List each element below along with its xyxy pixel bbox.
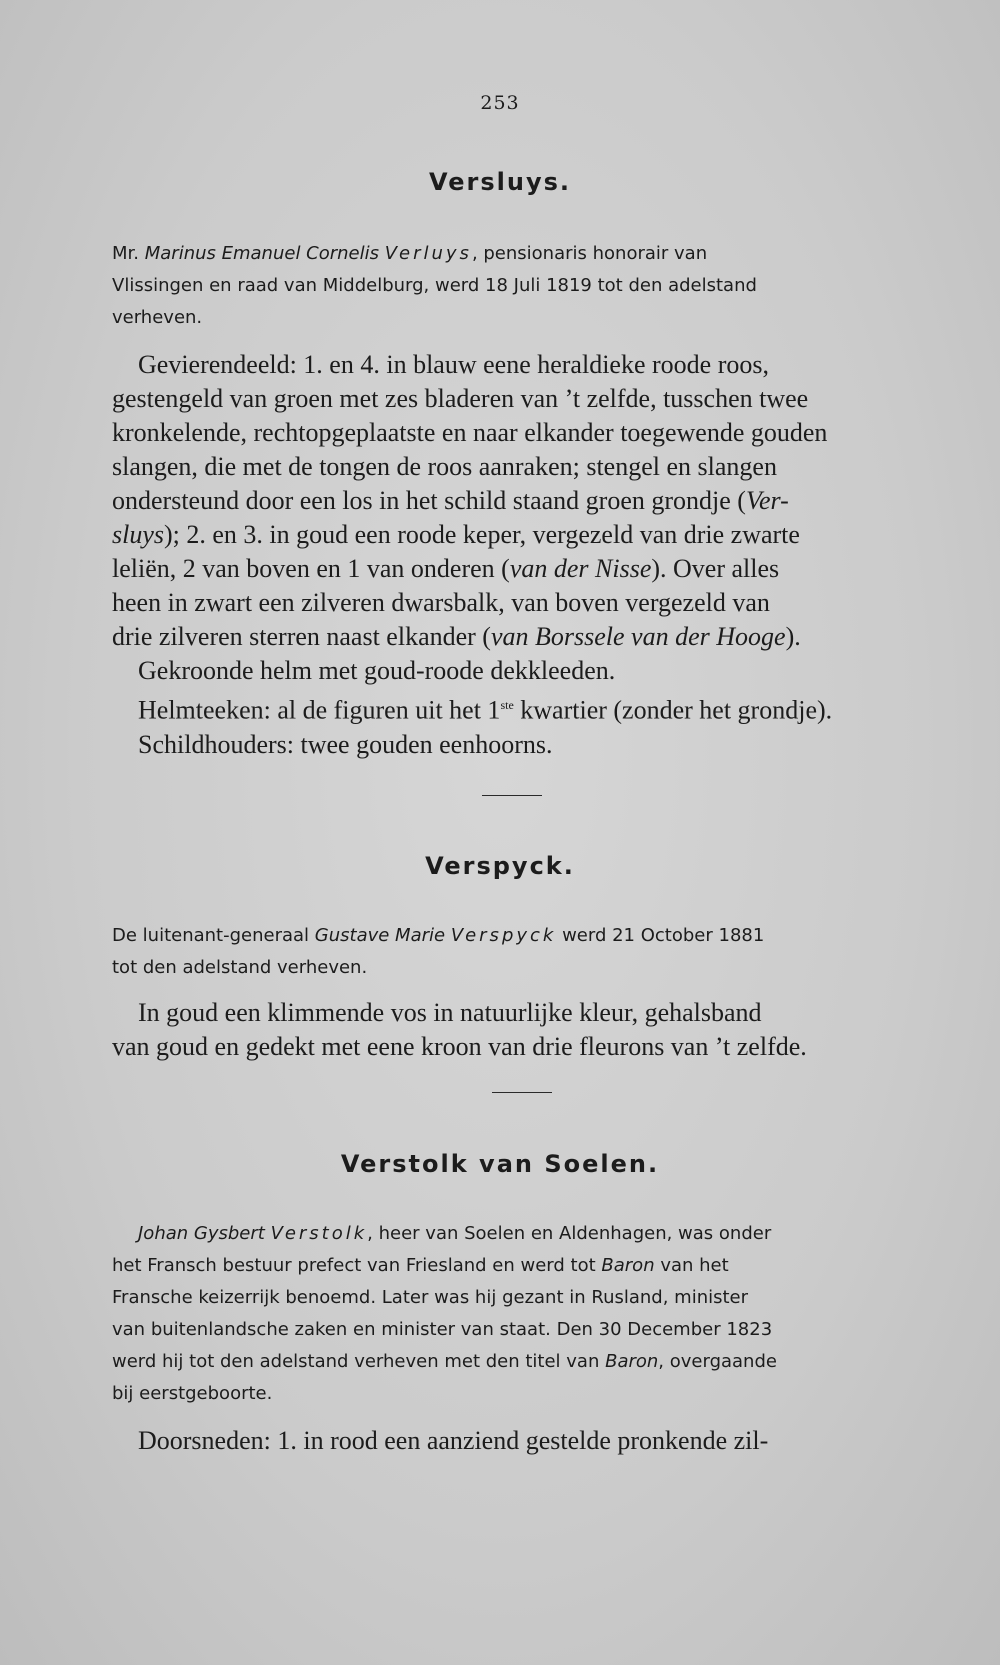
intro-prefix: Mr. <box>112 243 139 264</box>
crest-superscript: ste <box>500 698 514 712</box>
crest-text: Helmteeken: al de figuren uit het 1 <box>138 695 501 725</box>
intro-rest: , pensionaris honorair van <box>471 243 708 264</box>
person-name: Gustave Marie <box>314 925 446 946</box>
intro-line: Fransche keizerrijk benoemd. Later was hij gezant in Rusland, minister <box>112 1287 749 1308</box>
arms-line <box>112 518 892 552</box>
verstolk-arms <box>112 1424 892 1458</box>
crest-line <box>112 688 892 728</box>
intro-line <box>112 920 892 952</box>
versluys-arms <box>112 348 892 762</box>
crest-text: kwartier (zonder het grondje). <box>513 695 833 725</box>
intro-italic: Baron <box>605 1351 659 1372</box>
arms-line: gestengeld van groen met zes bladeren van ’t zelfde, tusschen twee <box>112 384 809 413</box>
intro-prefix: De luitenant-generaal <box>112 925 310 946</box>
arms-italic: sluys <box>112 520 164 549</box>
arms-line <box>112 484 892 518</box>
arms-text: ); 2. en 3. in goud een roode keper, vergezeld van drie zwarte <box>164 520 800 549</box>
arms-italic: Ver- <box>745 486 789 515</box>
intro-line: van buitenlandsche zaken en minister van staat. Den 30 December 1823 <box>112 1319 773 1340</box>
intro-line: tot den adelstand verheven. <box>112 957 368 978</box>
arms-text: ). Over alles <box>651 554 780 583</box>
section-divider <box>492 1092 552 1093</box>
verspyck-intro <box>112 920 892 984</box>
intro-rest: werd 21 October 1881 <box>562 925 765 946</box>
arms-line: kronkelende, rechtopgeplaatste en naar elkander toegewende gouden <box>112 418 828 447</box>
intro-text: , overgaande <box>658 1351 777 1372</box>
arms-text: leliën, 2 van boven en 1 van onderen ( <box>112 554 510 583</box>
arms-line: Gevierendeeld: 1. en 4. in blauw eene heraldieke roode roos, <box>138 350 769 379</box>
intro-line: verheven. <box>112 307 203 328</box>
person-surname: Verluys <box>384 243 472 264</box>
person-surname: Verstolk <box>270 1223 368 1244</box>
intro-line: bij eerstgeboorte. <box>112 1383 273 1404</box>
arms-line: In goud een klimmende vos in natuurlijke kleur, gehalsband <box>138 998 762 1027</box>
arms-line: van goud en gedekt met eene kroon van drie fleurons van ’t zelfde. <box>112 1032 807 1061</box>
intro-line <box>112 238 892 270</box>
intro-line: Vlissingen en raad van Middelburg, werd 18 Juli 1819 tot den adelstand <box>112 275 757 296</box>
page-number: 253 <box>480 92 520 114</box>
helm-line: Gekroonde helm met goud-roode dekkleeden. <box>138 656 616 685</box>
person-name: Marinus Emanuel Cornelis <box>144 243 380 264</box>
arms-italic: van der Nisse <box>509 554 652 583</box>
arms-line <box>112 552 892 586</box>
arms-line <box>112 620 892 654</box>
arms-line: Doorsneden: 1. in rood een aanziend gestelde pronkende zil- <box>138 1426 769 1455</box>
arms-text: ondersteund door een los in het schild staand groen grondje ( <box>112 486 746 515</box>
versluys-intro <box>112 238 892 334</box>
intro-line <box>112 1218 892 1250</box>
intro-line <box>112 1346 892 1378</box>
arms-text: drie zilveren sterren naast elkander ( <box>112 622 491 651</box>
intro-text: van het <box>654 1255 729 1276</box>
arms-line: slangen, die met de tongen de roos aanraken; stengel en slangen <box>112 452 777 481</box>
intro-text: werd hij tot den adelstand verheven met den titel van <box>112 1351 606 1372</box>
supporters-line: Schildhouders: twee gouden eenhoorns. <box>138 729 553 759</box>
section-divider <box>482 795 542 796</box>
verspyck-arms <box>112 996 892 1064</box>
intro-text: het Fransch bestuur prefect van Friesland en werd tot <box>112 1255 602 1276</box>
intro-italic: Baron <box>601 1255 655 1276</box>
arms-italic: van Borssele van der Hooge <box>490 622 786 651</box>
intro-rest: , heer van Soelen en Aldenhagen, was onder <box>367 1223 772 1244</box>
arms-text: ). <box>785 622 801 651</box>
person-name: Johan Gysbert <box>138 1223 265 1244</box>
section-heading-verspyck: Verspyck. <box>425 852 575 880</box>
intro-line <box>112 1250 892 1282</box>
person-surname: Verspyck <box>450 925 557 946</box>
verstolk-intro <box>112 1218 892 1410</box>
section-heading-versluys: Versluys. <box>428 168 572 196</box>
arms-line: heen in zwart een zilveren dwarsbalk, van boven vergezeld van <box>112 588 770 617</box>
section-heading-verstolk: Verstolk van Soelen. <box>340 1150 660 1178</box>
